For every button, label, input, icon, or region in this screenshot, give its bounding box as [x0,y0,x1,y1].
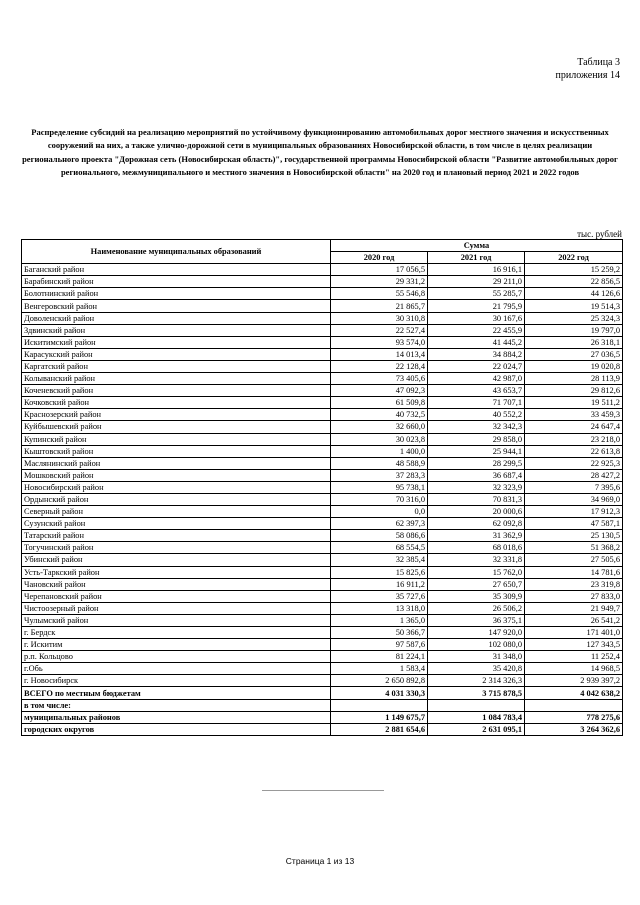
value-2020: 40 732,5 [331,409,428,421]
district-name: Венгеровский район [22,300,331,312]
units-label: тыс. рублей [577,229,622,239]
table-row [22,300,623,312]
value-2020: 0,0 [331,506,428,518]
value-2020: 22 527,4 [331,324,428,336]
value-2021: 29 858,0 [428,433,525,445]
district-name: Куйбышевский район [22,421,331,433]
district-name: Доволенский район [22,312,331,324]
value-2020: 15 825,6 [331,566,428,578]
value-2021: 31 348,0 [428,651,525,663]
value-2021: 15 762,0 [428,566,525,578]
value-2022: 28 427,2 [525,469,623,481]
value-2021: 35 309,9 [428,590,525,602]
value-2020: 17 056,5 [331,264,428,276]
table-row [22,385,623,397]
value-2020: 30 023,8 [331,433,428,445]
column-header-2022: 2022 год [525,252,623,264]
table-row [22,264,623,276]
value-2021: 22 455,9 [428,324,525,336]
district-name: Тогучинский район [22,542,331,554]
value-2021: 68 018,6 [428,542,525,554]
total-label: ВСЕГО по местным бюджетам [22,687,331,699]
table-row [22,421,623,433]
cities-row [22,723,623,735]
districts-2022: 778 275,6 [525,711,623,723]
value-2022: 19 797,0 [525,324,623,336]
value-2021: 147 920,0 [428,627,525,639]
value-2022: 17 912,3 [525,506,623,518]
value-2021: 70 831,3 [428,493,525,505]
table-row [22,651,623,663]
table-row [22,675,623,687]
value-2022: 26 318,1 [525,336,623,348]
districts-label: муниципальных районов [22,711,331,723]
value-2021: 43 653,7 [428,385,525,397]
value-2022: 25 324,3 [525,312,623,324]
district-name: Сузунский район [22,518,331,530]
document-title: Распределение субсидий на реализацию мероприятий по устойчивому функционированию автомобильных дорог местного значения и искусственных сооружений на них, а также улично-дорожной сети в муниципальных образованиях Новосибирской области, в том числе в целях реализации регионального проекта "Дорожная сеть (Новосибирская область)", государственной программы Новосибирской области "Развитие автомобильных дорог регионального, межмуниципального и местного значения в Новосибирской области" на 2020 год и плановый период 2021 и 2022 годов [22,127,618,177]
column-header-2021: 2021 год [428,252,525,264]
including-row [22,699,623,711]
value-2021: 102 080,0 [428,639,525,651]
value-2020: 32 385,4 [331,554,428,566]
table-row [22,627,623,639]
value-2020: 21 865,7 [331,300,428,312]
value-2022: 27 505,6 [525,554,623,566]
district-name: Здвинский район [22,324,331,336]
table-row [22,348,623,360]
value-2021: 30 167,6 [428,312,525,324]
value-2021: 31 362,9 [428,530,525,542]
value-2021: 34 884,2 [428,348,525,360]
value-2022: 2 939 397,2 [525,675,623,687]
table-row [22,397,623,409]
table-row [22,493,623,505]
cities-2022: 3 264 362,6 [525,723,623,735]
district-name: Черепановский район [22,590,331,602]
value-2022: 21 949,7 [525,602,623,614]
value-2020: 58 086,6 [331,530,428,542]
value-2022: 34 969,0 [525,493,623,505]
value-2020: 30 310,8 [331,312,428,324]
district-name: Карасукский район [22,348,331,360]
district-name: Купинский район [22,433,331,445]
value-2021: 42 987,0 [428,373,525,385]
district-name: Мошковский район [22,469,331,481]
value-2021: 40 552,2 [428,409,525,421]
value-2020: 2 650 892,8 [331,675,428,687]
footer-divider [262,790,384,791]
value-2020: 47 092,3 [331,385,428,397]
table-row [22,542,623,554]
value-2021: 32 323,9 [428,481,525,493]
value-2022: 26 541,2 [525,614,623,626]
value-2020: 50 366,7 [331,627,428,639]
district-name: Чановский район [22,578,331,590]
table-row [22,336,623,348]
value-2020: 1 400,0 [331,445,428,457]
value-2021: 62 092,8 [428,518,525,530]
value-2021: 26 506,2 [428,602,525,614]
value-2022: 27 036,5 [525,348,623,360]
value-2021: 27 650,7 [428,578,525,590]
table-row [22,566,623,578]
appendix-number: приложения 14 [555,70,620,81]
district-name: Новосибирский район [22,481,331,493]
table-row [22,360,623,372]
value-2022: 23 319,8 [525,578,623,590]
table-row [22,481,623,493]
value-2021: 71 707,1 [428,397,525,409]
value-2021: 41 445,2 [428,336,525,348]
value-2020: 29 331,2 [331,276,428,288]
value-2022: 22 613,8 [525,445,623,457]
district-name: Болотнинский район [22,288,331,300]
district-name: р.п. Кольцово [22,651,331,663]
value-2022: 47 587,1 [525,518,623,530]
district-name: Барабинский район [22,276,331,288]
district-name: Коченевский район [22,385,331,397]
value-2021: 32 342,3 [428,421,525,433]
table-row [22,469,623,481]
value-2021: 29 211,0 [428,276,525,288]
table-row [22,445,623,457]
table-row [22,409,623,421]
value-2020: 14 013,4 [331,348,428,360]
table-row [22,288,623,300]
table-row [22,614,623,626]
table-row [22,506,623,518]
district-name: Северный район [22,506,331,518]
value-2021: 25 944,1 [428,445,525,457]
cities-2020: 2 881 654,6 [331,723,428,735]
district-name: Маслянинский район [22,457,331,469]
total-2021: 3 715 878,5 [428,687,525,699]
value-2021: 36 375,1 [428,614,525,626]
column-header-2020: 2020 год [331,252,428,264]
district-name: Татарский район [22,530,331,542]
value-2022: 14 781,6 [525,566,623,578]
districts-2020: 1 149 675,7 [331,711,428,723]
value-2022: 44 126,6 [525,288,623,300]
district-name: Кочковский район [22,397,331,409]
district-name: Ордынский район [22,493,331,505]
table-row [22,324,623,336]
table-row [22,312,623,324]
table-caption [556,56,620,82]
district-name: Чистоозерный район [22,602,331,614]
table-row [22,276,623,288]
table-row [22,590,623,602]
including-label: в том числе: [22,699,331,711]
district-name: Искитимский район [22,336,331,348]
district-name: г.Обь [22,663,331,675]
value-2020: 1 583,4 [331,663,428,675]
district-name: Чулымский район [22,614,331,626]
table-number: Таблица 3 [577,57,620,68]
value-2022: 22 925,3 [525,457,623,469]
district-name: Каргатский район [22,360,331,372]
district-name: Колыванский район [22,373,331,385]
value-2022: 23 218,0 [525,433,623,445]
value-2022: 19 511,2 [525,397,623,409]
value-2021: 2 314 326,3 [428,675,525,687]
page-number: Страница 1 из 13 [285,856,355,866]
value-2021: 55 285,7 [428,288,525,300]
value-2021: 21 795,9 [428,300,525,312]
value-2022: 19 020,8 [525,360,623,372]
value-2022: 7 395,6 [525,481,623,493]
value-2020: 32 660,0 [331,421,428,433]
value-2020: 73 405,6 [331,373,428,385]
value-2021: 32 331,8 [428,554,525,566]
table-row [22,530,623,542]
district-name: г. Искитим [22,639,331,651]
value-2020: 48 588,9 [331,457,428,469]
value-2022: 19 514,3 [525,300,623,312]
total-2020: 4 031 330,3 [331,687,428,699]
value-2020: 22 128,4 [331,360,428,372]
cities-label: городских округов [22,723,331,735]
table-row [22,457,623,469]
table-row [22,602,623,614]
district-name: Убинский район [22,554,331,566]
value-2022: 127 343,5 [525,639,623,651]
column-header-sum: Сумма [331,240,623,252]
table-row [22,578,623,590]
value-2021: 35 420,8 [428,663,525,675]
total-2022: 4 042 638,2 [525,687,623,699]
value-2022: 22 856,5 [525,276,623,288]
value-2021: 16 916,1 [428,264,525,276]
district-name: Краснозерский район [22,409,331,421]
value-2020: 16 911,2 [331,578,428,590]
subsidy-table [21,239,623,736]
value-2020: 37 283,3 [331,469,428,481]
table-row [22,639,623,651]
value-2022: 11 252,4 [525,651,623,663]
value-2020: 97 587,6 [331,639,428,651]
table-row [22,518,623,530]
value-2020: 70 316,0 [331,493,428,505]
district-name: Усть-Таркский район [22,566,331,578]
value-2021: 36 687,4 [428,469,525,481]
value-2020: 13 318,0 [331,602,428,614]
value-2022: 171 401,0 [525,627,623,639]
value-2022: 14 968,5 [525,663,623,675]
value-2022: 29 812,6 [525,385,623,397]
column-header-name: Наименование муниципальных образований [22,240,331,264]
value-2022: 24 647,4 [525,421,623,433]
district-name: Кыштовский район [22,445,331,457]
districts-row [22,711,623,723]
district-name: г. Новосибирск [22,675,331,687]
district-name: г. Бердск [22,627,331,639]
value-2020: 68 554,5 [331,542,428,554]
value-2020: 61 509,8 [331,397,428,409]
value-2020: 1 365,0 [331,614,428,626]
value-2020: 55 546,8 [331,288,428,300]
table-row [22,554,623,566]
value-2021: 20 000,6 [428,506,525,518]
table-row [22,433,623,445]
value-2022: 25 130,5 [525,530,623,542]
districts-2021: 1 084 783,4 [428,711,525,723]
value-2022: 15 259,2 [525,264,623,276]
value-2022: 28 113,9 [525,373,623,385]
total-row [22,687,623,699]
value-2020: 81 224,1 [331,651,428,663]
value-2020: 95 738,1 [331,481,428,493]
table-row [22,373,623,385]
value-2020: 35 727,6 [331,590,428,602]
district-name: Баганский район [22,264,331,276]
value-2021: 28 299,5 [428,457,525,469]
value-2022: 33 459,3 [525,409,623,421]
value-2021: 22 024,7 [428,360,525,372]
value-2022: 27 833,0 [525,590,623,602]
cities-2021: 2 631 095,1 [428,723,525,735]
value-2020: 93 574,0 [331,336,428,348]
value-2020: 62 397,3 [331,518,428,530]
value-2022: 51 368,2 [525,542,623,554]
table-row [22,663,623,675]
